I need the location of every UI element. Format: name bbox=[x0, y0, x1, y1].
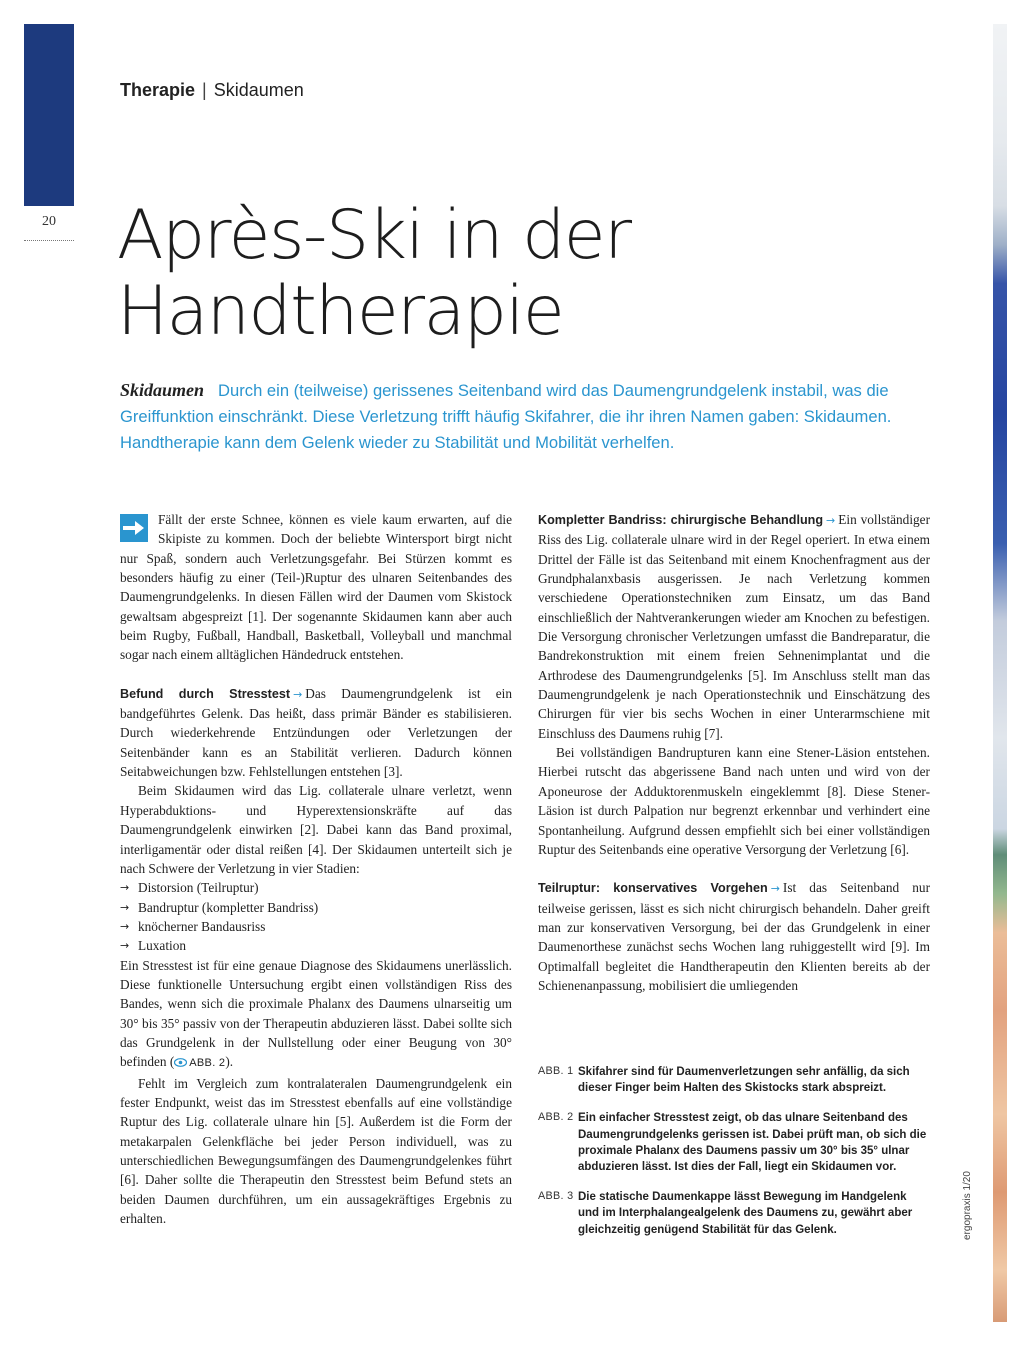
befund-heading: Befund durch Stresstest bbox=[120, 686, 291, 701]
caption-number: ABB. 2 bbox=[538, 1111, 574, 1124]
intro-text: Fällt der erste Schnee, können es viele kaum erwarten, auf die Skipiste zu kommen. Doch der beliebte Wintersport birgt nicht nur Spaß, sondern auch Verletzungsgefahr. Bei Stürzen kommt es besonders häufig zu einer (Teil-)Ruptur des ulnaren Seitenbandes des Daumengrundgelenks. In diesen Fällen wird der Daumen vom Skistock gewaltsam abgespreizt [1]. Der sogenannte Skidaumen kann aber auch beim Rugby, Fußball, Handball, Basketball, Volleyball und manchmal sogar nach einem alltäglichen Händedruck entstehen. bbox=[120, 512, 512, 663]
komplett-text: Ein vollständiger Riss des Lig. collaterale ulnare wird in der Regel operiert. In etwa einem Drittel der Fälle ist das Seitenband mit einem Knochenfragment aus der Grundphalanxbasis ausgerissen. Je nach Verletzung kommen verschiedene Operationstechniken zum Einsatz, um das Band einschließlich der Nahtverankerungen wieder am Knochen zu befestigen. Die Versorgung chronischer Verletzungen umfasst die Bandreparatur, die Bandrekonstruktion mit einem freien Sehnenimplantat und die Arthrodese des Daumengrundgelenks [5]. Im Anschluss stellt man das Daumengrundgelenk je nach Operationstechnik und Einschätzung des Chirurgen für vier bis sechs Wochen in einer Unterarmschiene mit Einschluss des Daumens ruhig [7]. bbox=[538, 512, 931, 741]
arrow-right-icon: → bbox=[770, 882, 780, 896]
headline-line-2: Handtherapie bbox=[117, 272, 564, 351]
caption-abb-3 bbox=[538, 1189, 930, 1238]
arrow-right-icon: → bbox=[293, 687, 303, 701]
arrow-right-icon: → bbox=[826, 514, 836, 527]
lead-text: Durch ein (teilweise) gerissenes Seitenband wird das Daumengrundgelenk instabil, was die Greiffunktion einschränkt. Diese Verletzung trifft häufig Skifahrer, die ihr ihren Namen gaben: Skidaumen. Handtherapie kann dem Gelenk wieder zu Stabilität und Mobilität verhelfen. bbox=[120, 381, 892, 452]
eye-icon bbox=[174, 1053, 187, 1072]
arrow-right-icon: → bbox=[120, 881, 130, 895]
caption-text: Die statische Daumenkappe lässt Bewegung im Handgelenk und im Interphalangealgelenk des Daumens zu, gewährt aber gleichzeitig genügend Stabilität für das Gelenk. bbox=[578, 1191, 913, 1236]
journal-footer: ergopraxis 1/20 bbox=[962, 1171, 973, 1240]
teilruptur-heading: Teilruptur: konservatives Vorgehen bbox=[538, 881, 768, 896]
section-header bbox=[120, 80, 304, 101]
list-item: → knöcherner Bandausriss bbox=[120, 917, 512, 936]
page-number: 20 bbox=[42, 214, 56, 229]
intro-paragraph bbox=[120, 510, 512, 665]
befund-text: Das Daumengrundgelenk ist ein bandgeführtes Gelenk. Das heißt, dass primär Bänder es stabilisieren. Durch wiederkehrende Entzündungen oder Verletzungen der Seitenbänder kann es an Stabilität verlieren. Dadurch können Seitabweichungen bzw. Fehlstellungen entstehen [3]. bbox=[120, 685, 512, 780]
side-color-bar bbox=[24, 24, 74, 206]
page-number-dotted-rule bbox=[24, 240, 74, 241]
photo-edge-strip bbox=[993, 24, 1007, 1322]
caption-number: ABB. 3 bbox=[538, 1190, 574, 1203]
lead-keyword: Skidaumen bbox=[120, 380, 205, 400]
stresstest-paragraph: Ein Stresstest ist für eine genaue Diagnose des Skidaumens unerlässlich. Diese funktionelle Untersuchung ergibt einen vollständigen Riss des Bandes, wenn sich die proximale Phalanx des Daumens ulnarseitig um 30° bis 35° passiv von der Therapeutin abduzieren lässt. Dabei sollte sich das Grundgelenk in der Nullstellung oder einer Beugung von 30° befinden ( ABB. 2). bbox=[120, 956, 512, 1074]
arrow-right-icon: → bbox=[120, 939, 130, 953]
endpunkt-paragraph: Fehlt im Vergleich zum kontralateralen Daumengrundgelenk ein fester Endpunkt, weist das im Stresstest ebenfalls auf eine vollständige Ruptur des Lig. collaterale ulnare hin [5]. Außerdem ist die Form der metakarpalen Gelenkfläche bei jeder Person individuell, was zu unterschiedlichen Bewegungsumfängen des Daumengrundgelenkes führt [6]. Daher sollte die Therapeutin den Stresstest beim Befund stets an beiden Daumen durchführen, um ein aussagekräftiges Ergebnis zu erhalten. bbox=[120, 1075, 512, 1227]
body-column-left bbox=[120, 510, 512, 1228]
list-item: → Bandruptur (kompletter Bandriss) bbox=[120, 898, 512, 917]
teilruptur-text: Ist das Seitenband nur teilweise gerissen, lässt es sich nicht chirurgisch behandeln. Daher greift man zur konservativen Versorgung, bei der das Grundgelenk in einer Daumenorthese zunächst sechs Wochen lang ruhiggestellt wird [9]. Im Optimalfall begleitet die Handtherapeutin den Klienten bereits ab der Schienenanpassung, mobilisiert die umliegenden bbox=[538, 880, 930, 993]
figure-reference-link[interactable]: ABB. 2 bbox=[189, 1057, 226, 1070]
section-label: Therapie bbox=[120, 80, 196, 100]
section-topic: Skidaumen bbox=[213, 80, 304, 100]
body-column-right bbox=[538, 510, 930, 995]
arrow-right-icon: → bbox=[120, 900, 130, 914]
headline-line-1: Après-Ski in der bbox=[117, 196, 631, 275]
section-separator: | bbox=[202, 80, 207, 100]
list-item: → Luxation bbox=[120, 936, 512, 955]
list-item: → Distorsion (Teilruptur) bbox=[120, 878, 512, 897]
article-headline bbox=[117, 198, 937, 350]
arrow-right-box-icon bbox=[120, 514, 148, 542]
caption-number: ABB. 1 bbox=[538, 1065, 574, 1077]
stages-list bbox=[120, 878, 512, 955]
komplett-heading: Kompletter Bandriss: chirurgische Behandlung bbox=[538, 513, 824, 527]
stages-intro-paragraph: Beim Skidaumen wird das Lig. collaterale ulnare verletzt, wenn Hyperabduktions- und Hyperextensionskräfte auf das Daumengrundgelenk einwirken [2]. Dabei kann das Band proximal, interligamentär oder distal reißen [4]. Der Skidaumen unterteilt sich je nach Schwere der Verletzung in vier Stadien: bbox=[120, 783, 512, 876]
caption-text: Skifahrer sind für Daumenverletzungen sehr anfällig, da sich dieser Finger beim Halten des Skistocks stark abspreizt. bbox=[578, 1066, 910, 1095]
caption-text: Ein einfacher Stresstest zeigt, ob das ulnare Seitenband des Daumengrundgelenks gerissen ist. Dabei prüft man, ob sich die proximale Phalanx des Daumens passiv um 30° bis 35° ulnar abduzieren lässt. Ist dies der Fall, liegt ein Skidaumen vor. bbox=[578, 1112, 927, 1174]
caption-abb-2 bbox=[538, 1110, 930, 1175]
stener-paragraph: Bei vollständigen Bandrupturen kann eine Stener-Läsion entstehen. Hierbei rutscht das abgerissene Band nach unten und wird von der Aponeurose der Adduktorenmuskeln eingeklemmt [8]. Diese Stener-Läsion ist durch Palpation nur begrenzt erkennbar und verhindert eine Spontanheilung. Aufgrund dessen empfiehlt sich bei einer vollständigen Ruptur des Seitenbands eine operative Versorgung der Verletzung [6]. bbox=[538, 745, 930, 857]
caption-abb-1 bbox=[538, 1064, 930, 1096]
arrow-right-icon: → bbox=[120, 919, 130, 933]
lead-paragraph bbox=[120, 377, 900, 456]
figure-captions bbox=[538, 1064, 930, 1252]
